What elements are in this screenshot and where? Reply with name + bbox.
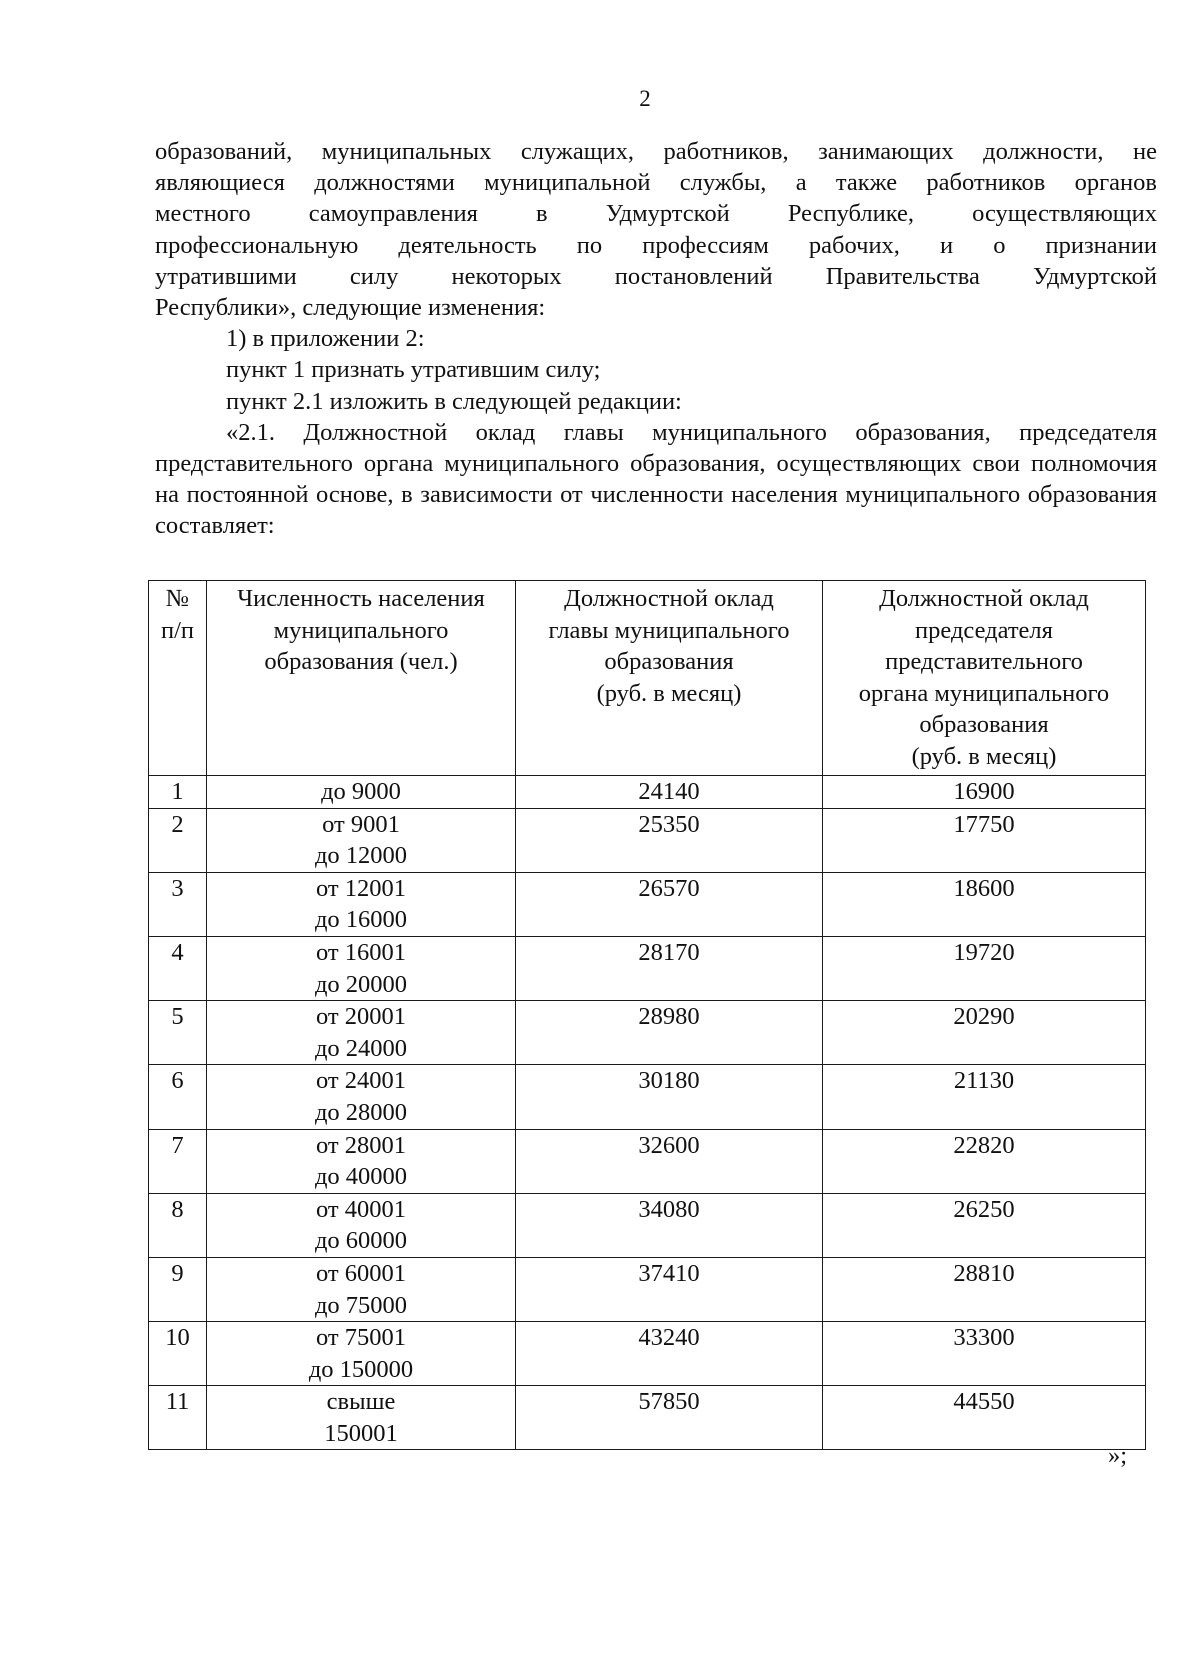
header-population-line: Численность населения (237, 585, 485, 612)
cell-head-salary: 32600 (516, 1129, 823, 1193)
intro-line: Республики», следующие изменения: (155, 294, 546, 322)
cell-num: 2 (149, 808, 207, 872)
cell-population-line: до 28000 (314, 1098, 408, 1126)
cell-head-salary: 26570 (516, 872, 823, 936)
header-population-line: муниципального (273, 616, 449, 644)
cell-num: 3 (149, 872, 207, 936)
header-head-salary-line: Должностной оклад (564, 585, 774, 612)
document-body (155, 136, 1157, 542)
cell-num: 5 (149, 1001, 207, 1065)
cell-population (207, 1065, 516, 1129)
quoted-paragraph: «2.1. Должностной оклад главы муниципального образования, председателя представительного органа муниципального образования, осуществляющих свои полномочия на постоянной основе, в зависимости от численности населения муниципального образования составляет: (155, 418, 1157, 540)
cell-population-line: до 20000 (314, 970, 408, 998)
salary-table (148, 580, 1146, 1450)
amendment-point: пункт 2.1 изложить в следующей редакции: (226, 387, 682, 415)
cell-head-salary: 25350 (516, 808, 823, 872)
header-num (149, 581, 207, 776)
cell-population-line: свыше (326, 1388, 396, 1416)
cell-population (207, 1322, 516, 1386)
cell-population-line: от 20001 (315, 1003, 406, 1031)
cell-chair-salary: 44550 (823, 1386, 1146, 1450)
cell-chair-salary: 17750 (823, 808, 1146, 872)
cell-chair-salary: 26250 (823, 1193, 1146, 1257)
cell-population-line: до 16000 (314, 906, 408, 934)
header-head-salary-line: образования (604, 648, 734, 676)
cell-num: 7 (149, 1129, 207, 1193)
cell-num: 1 (149, 776, 207, 809)
page-number: 2 (639, 86, 651, 111)
table-header-row (149, 581, 1146, 776)
cell-population (207, 1193, 516, 1257)
cell-chair-salary: 19720 (823, 936, 1146, 1000)
cell-chair-salary: 18600 (823, 872, 1146, 936)
table-row (149, 1065, 1146, 1129)
header-head-salary-line: (руб. в месяц) (596, 679, 742, 707)
cell-num: 8 (149, 1193, 207, 1257)
cell-population (207, 1129, 516, 1193)
header-chair-salary-line: председателя (915, 616, 1053, 644)
cell-population-line: от 16001 (315, 938, 406, 966)
table-row (149, 1322, 1146, 1386)
cell-population (207, 936, 516, 1000)
header-chair-salary-line: Должностной оклад (879, 585, 1089, 612)
cell-head-salary: 34080 (516, 1193, 823, 1257)
cell-population-line: до 60000 (314, 1227, 408, 1255)
header-chair-salary-line: образования (919, 711, 1049, 739)
closing-quote-mark: »; (1108, 1442, 1128, 1469)
header-chair-salary-line: органа муниципального (858, 679, 1110, 707)
amendment-item: 1) в приложении 2: (226, 325, 425, 353)
cell-population (207, 776, 516, 809)
cell-head-salary: 24140 (516, 776, 823, 809)
cell-head-salary: 57850 (516, 1386, 823, 1450)
cell-population-line: от 75001 (315, 1324, 406, 1352)
intro-line: образований, муниципальных служащих, работников, занимающих должности, не (155, 138, 1157, 165)
header-num-line: № (165, 585, 190, 612)
table-row (149, 808, 1146, 872)
cell-population-line: до 40000 (314, 1163, 408, 1191)
cell-chair-salary: 20290 (823, 1001, 1146, 1065)
cell-population-line: от 9001 (322, 810, 400, 838)
cell-population-line: от 40001 (315, 1195, 406, 1223)
cell-population (207, 1386, 516, 1450)
cell-population-line: до 24000 (314, 1034, 408, 1062)
table-row (149, 872, 1146, 936)
table-row (149, 936, 1146, 1000)
intro-line: местного самоуправления в Удмуртской Республике, осуществляющих (155, 200, 1157, 228)
cell-head-salary: 37410 (516, 1257, 823, 1321)
cell-num: 11 (149, 1386, 207, 1450)
table-row (149, 1386, 1146, 1450)
intro-line: утратившими силу некоторых постановлений Правительства Удмуртской (155, 262, 1157, 290)
cell-chair-salary: 21130 (823, 1065, 1146, 1129)
header-head-salary (516, 581, 823, 776)
cell-chair-salary: 16900 (823, 776, 1146, 809)
cell-chair-salary: 33300 (823, 1322, 1146, 1386)
amendment-point: пункт 1 признать утратившим силу; (226, 356, 601, 384)
table-row (149, 1193, 1146, 1257)
header-head-salary-line: главы муниципального (548, 616, 790, 644)
cell-population (207, 1257, 516, 1321)
cell-num: 10 (149, 1322, 207, 1386)
cell-population-line: от 24001 (315, 1067, 406, 1095)
cell-population-line: от 28001 (315, 1131, 406, 1159)
table-row (149, 1129, 1146, 1193)
table-row (149, 776, 1146, 809)
cell-head-salary: 30180 (516, 1065, 823, 1129)
cell-population (207, 1001, 516, 1065)
cell-head-salary: 28170 (516, 936, 823, 1000)
cell-population-line: до 9000 (321, 778, 401, 805)
cell-num: 6 (149, 1065, 207, 1129)
header-chair-salary-line: (руб. в месяц) (911, 742, 1057, 770)
cell-num: 4 (149, 936, 207, 1000)
cell-num: 9 (149, 1257, 207, 1321)
header-num-line: п/п (160, 616, 195, 644)
cell-population-line: до 12000 (314, 842, 408, 870)
cell-population-line: 150001 (324, 1419, 398, 1447)
cell-population-line: от 12001 (315, 874, 406, 902)
cell-chair-salary: 28810 (823, 1257, 1146, 1321)
intro-line: профессиональную деятельность по профессиям рабочих, и о признании (155, 231, 1157, 259)
cell-population-line: от 60001 (315, 1259, 406, 1287)
cell-population (207, 808, 516, 872)
header-population (207, 581, 516, 776)
table-row (149, 1001, 1146, 1065)
header-population-line: образования (чел.) (264, 648, 458, 676)
header-chair-salary (823, 581, 1146, 776)
cell-population-line: до 150000 (308, 1355, 414, 1383)
cell-head-salary: 28980 (516, 1001, 823, 1065)
cell-chair-salary: 22820 (823, 1129, 1146, 1193)
intro-line: являющиеся должностями муниципальной службы, а также работников органов (155, 169, 1157, 197)
header-chair-salary-line: представительного (885, 648, 1083, 676)
cell-population (207, 872, 516, 936)
cell-population-line: до 75000 (314, 1291, 408, 1319)
cell-head-salary: 43240 (516, 1322, 823, 1386)
table-row (149, 1257, 1146, 1321)
